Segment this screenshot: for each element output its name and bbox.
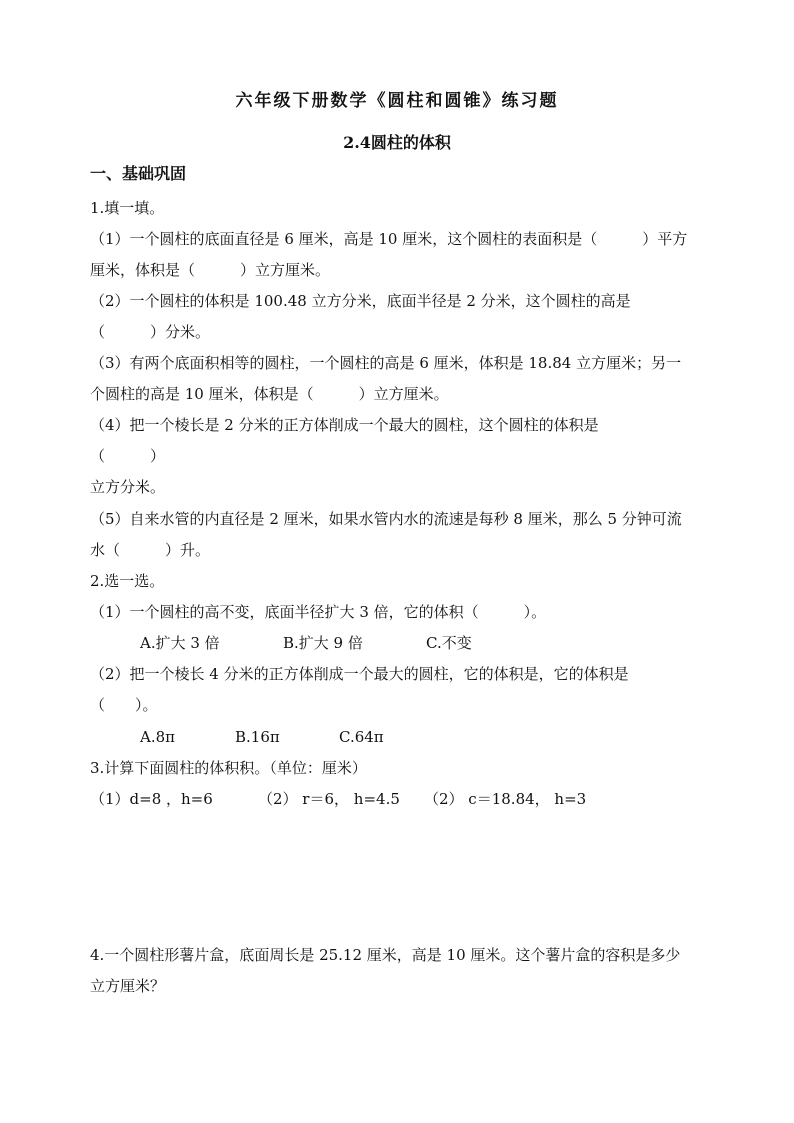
q3-heading: 3.计算下面圆柱的体积积。（单位：厘米） — [90, 759, 367, 777]
q1-item3-line1: （3）有两个底面积相等的圆柱，一个圆柱的高是 6 厘米，体积是 18.84 立方厘米；另一 — [90, 354, 682, 372]
q1-item4-line3: 立方分米。 — [90, 478, 166, 496]
q3-part3: （2） c＝18.84， h=3 — [424, 790, 587, 808]
q1-item1-line2: 厘米，体积是（ ）立方厘米。 — [90, 261, 331, 279]
q1-item3-line2: 个圆柱的高是 10 厘米，体积是（ ）立方厘米。 — [90, 385, 449, 403]
q2-item2-option-a: A.8π — [140, 728, 176, 746]
q2-item2-option-c: C.64π — [339, 728, 384, 746]
q2-item1-option-c: C.不变 — [426, 634, 472, 652]
q1-item1-line1: （1）一个圆柱的底面直径是 6 厘米，高是 10 厘米，这个圆柱的表面积是（ ）平方 — [90, 230, 688, 248]
q3-part1: （1）d=8 ，h=6 — [90, 790, 213, 808]
q4-line2: 立方厘米？ — [90, 977, 166, 995]
q3-part2: （2） r＝6， h=4.5 — [258, 790, 400, 808]
q2-item2-option-b: B.16π — [235, 728, 280, 746]
q2-heading: 2.选一选。 — [90, 572, 165, 590]
q1-item2-line2: （ ）分米。 — [90, 323, 211, 341]
q2-item2-line1: （2）把一个棱长 4 分米的正方体削成一个最大的圆柱，它的体积是，它的体积是 — [90, 665, 629, 683]
page-title: 六年级下册数学《圆柱和圆锥》练习题 — [235, 91, 559, 111]
q1-item4-line2: （ ） — [90, 447, 166, 465]
q1-heading: 1.填一填。 — [90, 199, 165, 217]
q1-item5-line2: 水（ ）升。 — [90, 541, 211, 559]
section-heading-basics: 一、基础巩固 — [90, 164, 187, 183]
q4-line1: 4.一个圆柱形薯片盒，底面周长是 25.12 厘米，高是 10 厘米。这个薯片盒的容积是多少 — [90, 946, 681, 964]
q1-item4-line1: （4）把一个棱长是 2 分米的正方体削成一个最大的圆柱，这个圆柱的体积是 — [90, 416, 599, 434]
q2-item1-line1: （1）一个圆柱的高不变，底面半径扩大 3 倍，它的体积（ ）。 — [90, 603, 547, 621]
page-subtitle: 2.4圆柱的体积 — [343, 133, 451, 152]
q2-item1-option-a: A.扩大 3 倍 — [140, 634, 220, 652]
q1-item2-line1: （2）一个圆柱的体积是 100.48 立方分米，底面半径是 2 分米，这个圆柱的高是 — [90, 292, 631, 310]
q1-item5-line1: （5）自来水管的内直径是 2 厘米，如果水管内水的流速是每秒 8 厘米，那么 5 分钟可流 — [90, 510, 682, 528]
q2-item2-line2: （ ）。 — [90, 696, 158, 714]
q2-item1-option-b: B.扩大 9 倍 — [283, 634, 363, 652]
